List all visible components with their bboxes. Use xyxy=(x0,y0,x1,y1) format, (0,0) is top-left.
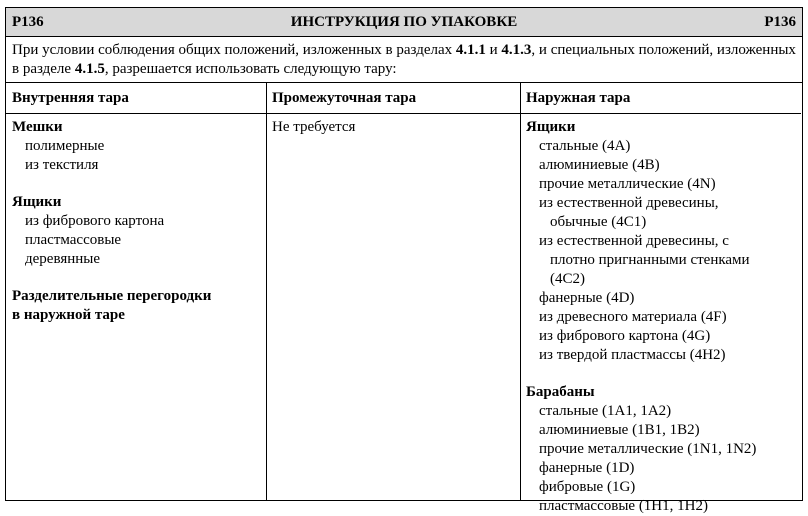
list-item: алюминиевые (4В) xyxy=(539,157,660,173)
dividers-heading: Разделительные перегородки xyxy=(12,288,212,304)
intro-text-and: и xyxy=(485,42,502,58)
dividers-heading-cont: в наружной таре xyxy=(12,307,125,323)
list-item: прочие металлические (1N1, 1N2) xyxy=(539,441,757,457)
column-header-intermediate: Промежуточная тара xyxy=(266,83,520,114)
list-item: полимерные xyxy=(25,138,105,154)
list-item: деревянные xyxy=(25,251,101,267)
list-item: стальные (4А) xyxy=(539,138,631,154)
list-item: из древесного материала (4F) xyxy=(539,309,727,325)
intro-text-1: При условии соблюдения общих положений, изложенных в разделах xyxy=(12,42,456,58)
list-item-cont: плотно пригнанными стенками xyxy=(550,252,750,268)
section-ref-4-1-5: 4.1.5 xyxy=(74,61,105,77)
instruction-code-left: P136 xyxy=(12,14,44,30)
packing-instruction-table xyxy=(5,7,803,514)
list-item-cont: (4С2) xyxy=(550,271,585,287)
list-item: пластмассовые xyxy=(25,232,122,248)
column-header-outer: Наружная тара xyxy=(520,83,801,114)
list-item: алюминиевые (1В1, 1В2) xyxy=(539,422,700,438)
not-required-text: Не требуется xyxy=(272,119,356,135)
column-divider xyxy=(520,83,521,500)
list-item: из твердой пластмассы (4Н2) xyxy=(539,347,726,363)
list-item: фанерные (4D) xyxy=(539,290,635,306)
list-item: из фибрового картона xyxy=(25,213,165,229)
drums-heading: Барабаны xyxy=(526,384,595,400)
list-item: из фибрового картона (4G) xyxy=(539,328,711,344)
outer-packaging-column xyxy=(526,114,798,516)
section-ref-4-1-1: 4.1.1 xyxy=(455,42,486,58)
column-header-inner: Внутренняя тара xyxy=(6,83,266,114)
list-item: фибровые (1G) xyxy=(539,479,636,495)
intro-text-2: , и специальных положений, изложенных в разделе xyxy=(12,42,796,77)
list-item: прочие металлические (4N) xyxy=(539,176,716,192)
section-ref-4-1-3: 4.1.3 xyxy=(501,42,532,58)
list-item-cont: обычные (4С1) xyxy=(550,214,647,230)
intermediate-packaging-column xyxy=(272,114,516,137)
list-item: стальные (1А1, 1А2) xyxy=(539,403,672,419)
intro-text-3: , разрешается использовать следующую тару: xyxy=(104,61,397,77)
intro-paragraph xyxy=(6,37,802,83)
instruction-title: ИНСТРУКЦИЯ ПО УПАКОВКЕ xyxy=(290,14,518,30)
boxes-heading: Ящики xyxy=(12,194,62,210)
instruction-header xyxy=(6,8,802,37)
instruction-code-right: P136 xyxy=(764,14,796,30)
list-item: из естественной древесины, xyxy=(539,195,719,211)
outer-boxes-heading: Ящики xyxy=(526,119,576,135)
list-item: фанерные (1D) xyxy=(539,460,635,476)
bags-heading: Мешки xyxy=(12,119,63,135)
inner-packaging-column xyxy=(12,114,262,325)
list-item: из текстиля xyxy=(25,157,99,173)
column-divider xyxy=(266,83,267,500)
list-item: из естественной древесины, с xyxy=(539,233,729,249)
list-item: пластмассовые (1Н1, 1Н2) xyxy=(539,498,708,514)
